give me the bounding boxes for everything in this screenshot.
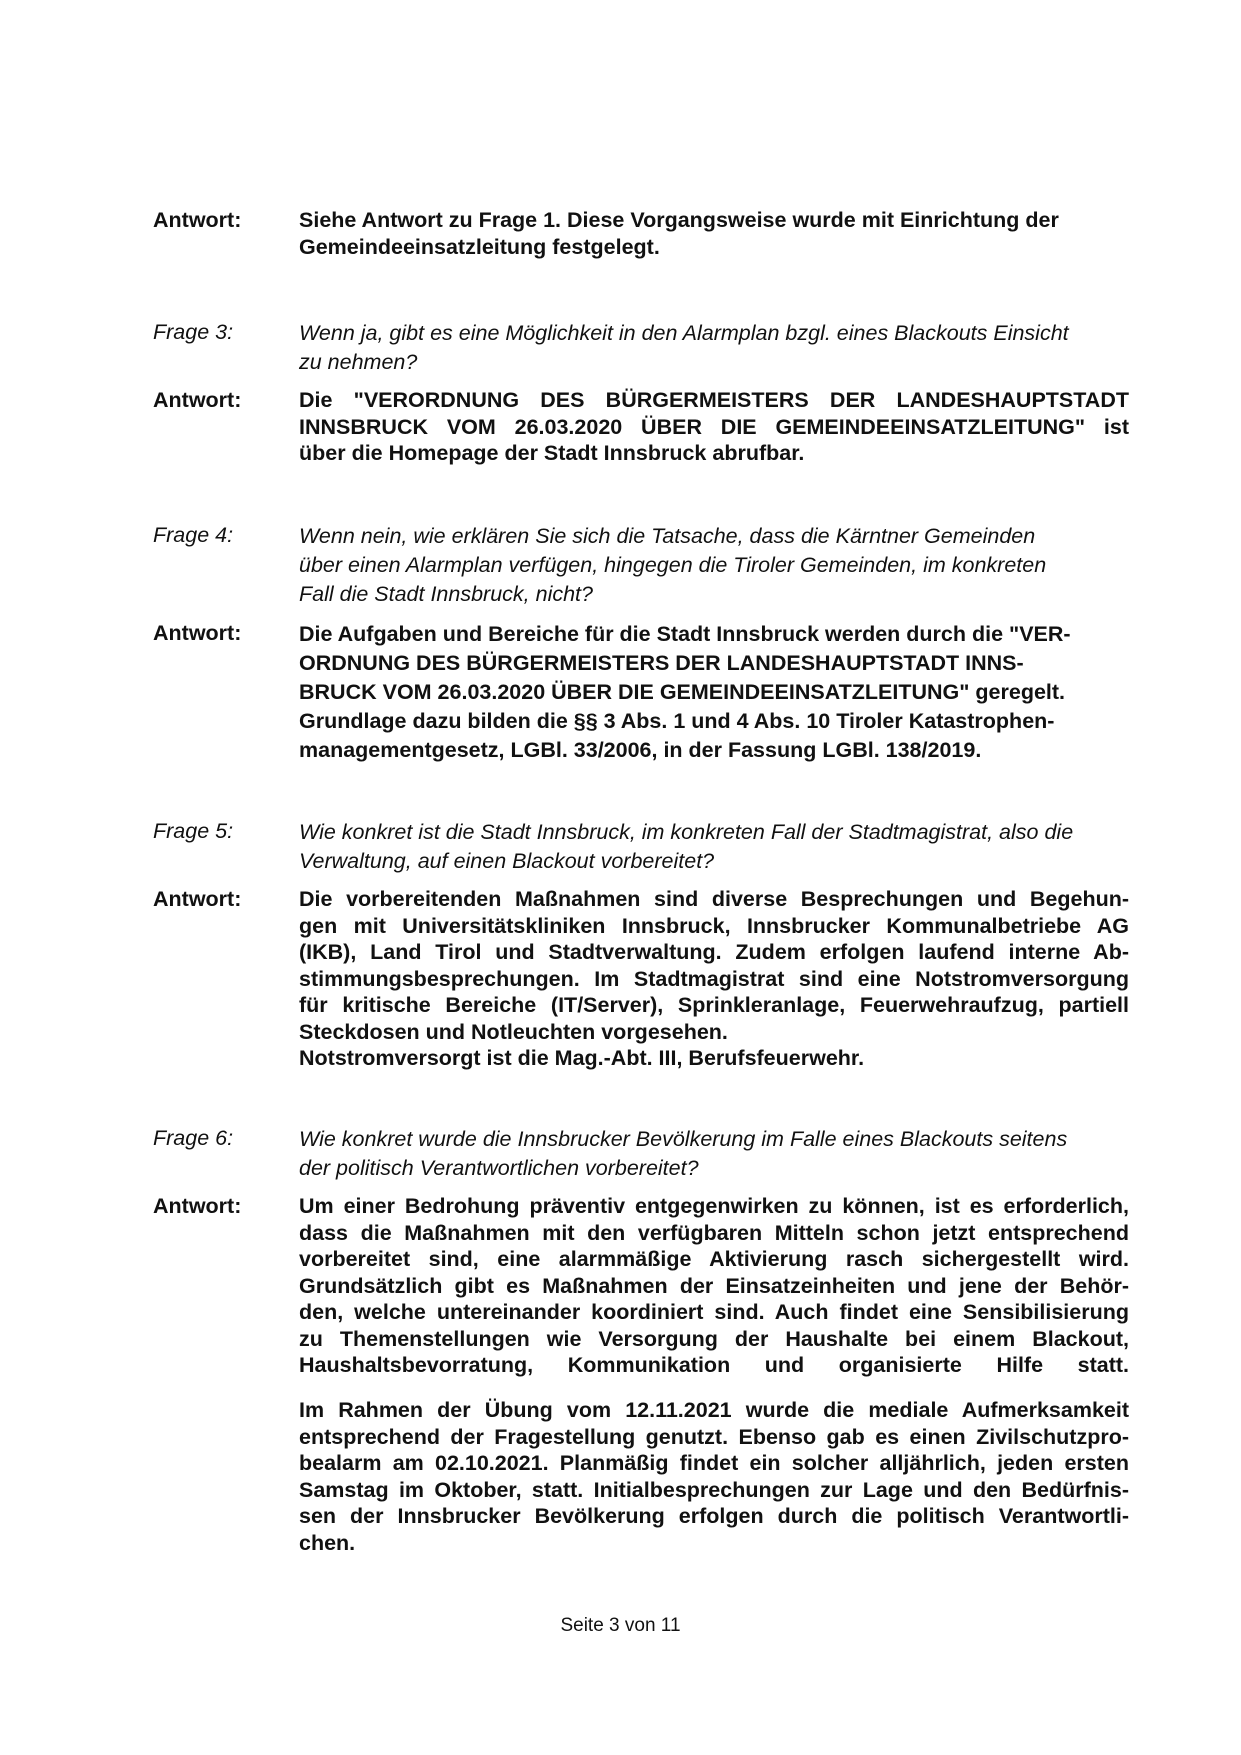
text-line: stimmungsbesprechungen. Im Stadtmagistrat sind eine Notstromversorgung <box>299 966 1129 991</box>
text-line: dass die Maßnahmen mit den verfügbaren Mitteln schon jetzt entsprechend <box>299 1220 1129 1245</box>
text-line: chen. <box>299 1530 356 1555</box>
answer-3-text <box>299 387 1129 467</box>
text-line: Grundsätzlich gibt es Maßnahmen der Einsatzeinheiten und jene der Behör- <box>299 1273 1129 1298</box>
text-line: Wenn ja, gibt es eine Möglichkeit in den Alarmplan bzgl. eines Blackouts Einsicht <box>299 321 1069 345</box>
page-number: Seite 3 von 11 <box>560 1615 681 1636</box>
text-line: Die Aufgaben und Bereiche für die Stadt Innsbruck werden durch die "VER- <box>299 622 1071 646</box>
text-line: Samstag im Oktober, statt. Initialbesprechungen zur Lage und den Bedürfnis- <box>299 1477 1129 1502</box>
question-4-text <box>299 522 1129 609</box>
text-line: Gemeindeeinsatzleitung festgelegt. <box>299 234 660 259</box>
text-line: der politisch Verantwortlichen vorbereitet? <box>299 1156 699 1180</box>
text-line: über einen Alarmplan verfügen, hingegen die Tiroler Gemeinden, im konkreten <box>299 553 1047 577</box>
text-line: gen mit Universitätskliniken Innsbruck, Innsbrucker Kommunalbetriebe AG <box>299 913 1129 938</box>
text-line: bealarm am 02.10.2021. Planmäßig findet ein solcher alljährlich, jeden ersten <box>299 1451 1129 1475</box>
text-line: zu Themenstellungen wie Versorgung der Haushalte bei einem Blackout, <box>299 1326 1129 1351</box>
text-line: sen der Innsbrucker Bevölkerung erfolgen durch die politisch Verantwortli- <box>299 1504 1129 1528</box>
text-line: ORDNUNG DES BÜRGERMEISTERS DER LANDESHAUPTSTADT INNS- <box>299 651 1024 675</box>
answer-4-text <box>299 620 1129 765</box>
text-line: managementgesetz, LGBl. 33/2006, in der Fassung LGBl. 138/2019. <box>299 738 982 762</box>
text-line: Fall die Stadt Innsbruck, nicht? <box>299 582 593 606</box>
text-line: entsprechend der Fragestellung genutzt. Ebenso gab es einen Zivilschutzpro- <box>299 1424 1129 1449</box>
text-line: zu nehmen? <box>299 350 418 374</box>
text-line: (IKB), Land Tirol und Stadtverwaltung. Zudem erfolgen laufend interne Ab- <box>299 940 1129 964</box>
text-line: vorbereitet sind, eine alarmmäßige Aktivierung rasch sichergestellt wird. <box>299 1247 1129 1271</box>
text-line: Verwaltung, auf einen Blackout vorbereitet? <box>299 849 715 873</box>
text-line: Siehe Antwort zu Frage 1. Diese Vorgangsweise wurde mit Einrichtung der <box>299 208 1059 232</box>
answer-6-paragraph-1 <box>299 1193 1129 1379</box>
answer-label: Antwort: <box>153 621 242 645</box>
text-line: BRUCK VOM 26.03.2020 ÜBER DIE GEMEINDEEINSATZLEITUNG" geregelt. <box>299 680 1066 704</box>
answer-label: Antwort: <box>153 1194 242 1218</box>
text-line: INNSBRUCK VOM 26.03.2020 ÜBER DIE GEMEINDEEINSATZLEITUNG" ist <box>299 414 1129 439</box>
answer-6-paragraph-2 <box>299 1397 1129 1556</box>
question-6-text <box>299 1125 1129 1183</box>
text-line: Wie konkret ist die Stadt Innsbruck, im konkreten Fall der Stadtmagistrat, also die <box>299 820 1074 844</box>
answer-label: Antwort: <box>153 388 242 412</box>
answer-2-text <box>299 207 1129 260</box>
text-line: Um einer Bedrohung präventiv entgegenwirken zu können, ist es erforderlich, <box>299 1194 1129 1218</box>
question-label: Frage 5: <box>153 819 234 843</box>
text-line: den, welche untereinander koordiniert sind. Auch findet eine Sensibilisierung <box>299 1300 1129 1324</box>
text-line: Haushaltsbevorratung, Kommunikation und organisierte Hilfe statt. <box>299 1353 1129 1377</box>
text-line: über die Homepage der Stadt Innsbruck abrufbar. <box>299 441 805 465</box>
text-line: Steckdosen und Notleuchten vorgesehen. <box>299 1019 728 1044</box>
text-line: Wie konkret wurde die Innsbrucker Bevölkerung im Falle eines Blackouts seitens <box>299 1127 1068 1151</box>
answer-label: Antwort: <box>153 887 242 911</box>
question-label: Frage 6: <box>153 1126 234 1150</box>
text-line: Wenn nein, wie erklären Sie sich die Tatsache, dass die Kärntner Gemeinden <box>299 524 1036 548</box>
text-line: Die vorbereitenden Maßnahmen sind diverse Besprechungen und Begehun- <box>299 887 1129 911</box>
question-5-text <box>299 818 1129 876</box>
question-3-text <box>299 319 1129 377</box>
text-line: Im Rahmen der Übung vom 12.11.2021 wurde die mediale Aufmerksamkeit <box>299 1398 1129 1422</box>
question-label: Frage 3: <box>153 320 234 344</box>
text-line: für kritische Bereiche (IT/Server), Sprinkleranlage, Feuerwehraufzug, partiell <box>299 993 1129 1017</box>
answer-5-text <box>299 886 1129 1072</box>
text-line: Die "VERORDNUNG DES BÜRGERMEISTERS DER LANDESHAUPTSTADT <box>299 388 1129 412</box>
text-line: Grundlage dazu bilden die §§ 3 Abs. 1 und 4 Abs. 10 Tiroler Katastrophen- <box>299 709 1055 733</box>
answer-label: Antwort: <box>153 208 242 232</box>
question-label: Frage 4: <box>153 523 234 547</box>
text-line: Notstromversorgt ist die Mag.-Abt. III, Berufsfeuerwehr. <box>299 1046 865 1070</box>
